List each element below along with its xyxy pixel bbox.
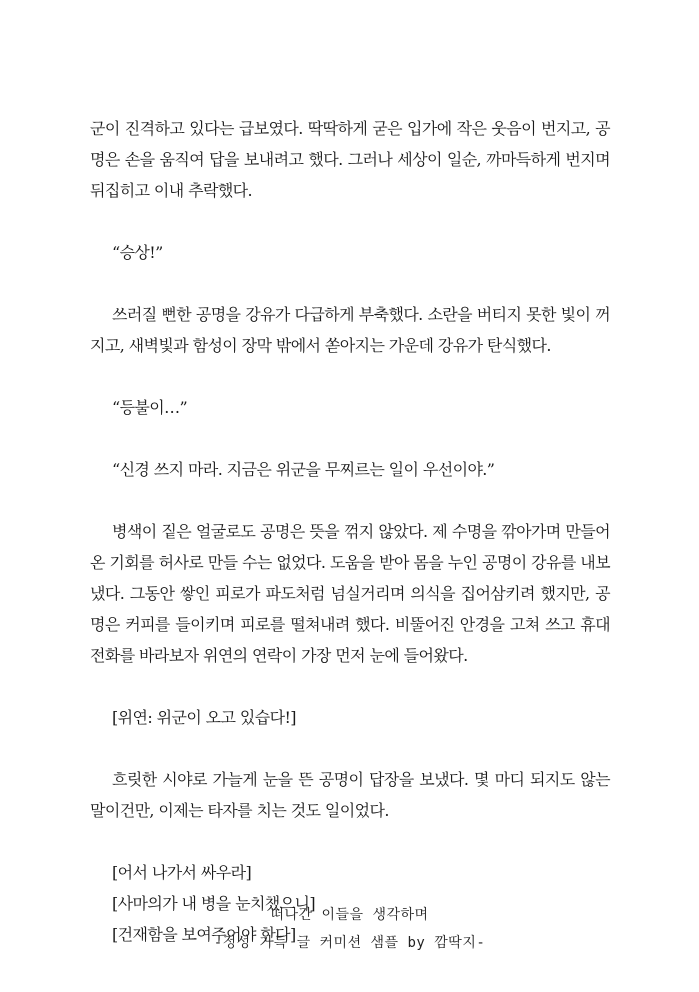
paragraph-spacer [90,485,610,516]
footer-credit: -정성 가득 글 커미션 샘플 by 깜딱지- [213,935,486,951]
paragraph: 쓰러질 뻔한 공명을 강유가 다급하게 부축했다. 소란을 버티지 못한 빛이 꺼지고, 새벽빛과 함성이 장막 밖에서 쏟아지는 가운데 강유가 탄식했다. [90,305,610,355]
paragraph-spacer [90,361,610,392]
message-line: [어서 나가서 싸우라] [112,863,252,882]
story-body [90,113,610,950]
paragraph: 흐릿한 시야로 가늘게 눈을 뜬 공명이 답장을 보냈다. 몇 마디 되지도 않는 말이건만, 이제는 타자를 치는 것도 일이었다. [90,770,610,820]
message-line: [위연: 위군이 오고 있습다!] [112,708,296,727]
dialogue-line: “신경 쓰지 마라. 지금은 위군을 무찌르는 일이 우선이야.” [112,460,495,479]
message-line: [사마의가 내 병을 눈치챘으니] [112,894,316,913]
paragraph-spacer [90,671,610,702]
paragraph: 병색이 짙은 얼굴로도 공명은 뜻을 꺾지 않았다. 제 수명을 깎아가며 만들어온 기회를 허사로 만들 수는 없었다. 도움을 받아 몸을 누인 공명이 강유를 내보냈다. 그동안 쌓인 피로가 파도처럼 넘실거리며 의식을 집어삼키려 했지만, 공명은 커피를 들이키며 피로를 떨쳐내려 했다. 비뚤어진 안경을 고쳐 쓰고 휴대전화를 바라보자 위연의 연락이 가장 먼저 눈에 들어왔다. [90,522,610,665]
paragraph-spacer [90,423,610,454]
message-line: [건재함을 보여주어야 한다] [112,925,296,944]
dialogue-line: “등불이…” [112,398,188,417]
dialogue-line: “승상!” [112,243,163,262]
paragraph-spacer [90,268,610,299]
paragraph-spacer [90,733,610,764]
paragraph-spacer [90,826,610,857]
paragraph-spacer [90,206,610,237]
paragraph: 군이 진격하고 있다는 급보였다. 딱딱하게 굳은 입가에 작은 웃음이 번지고, 공명은 손을 움직여 답을 보내려고 했다. 그러나 세상이 일순, 까마득하게 번지며 뒤집히고 이내 추락했다. [90,119,610,200]
footer-title: 떠나간 이들을 생각하며 [270,907,429,923]
